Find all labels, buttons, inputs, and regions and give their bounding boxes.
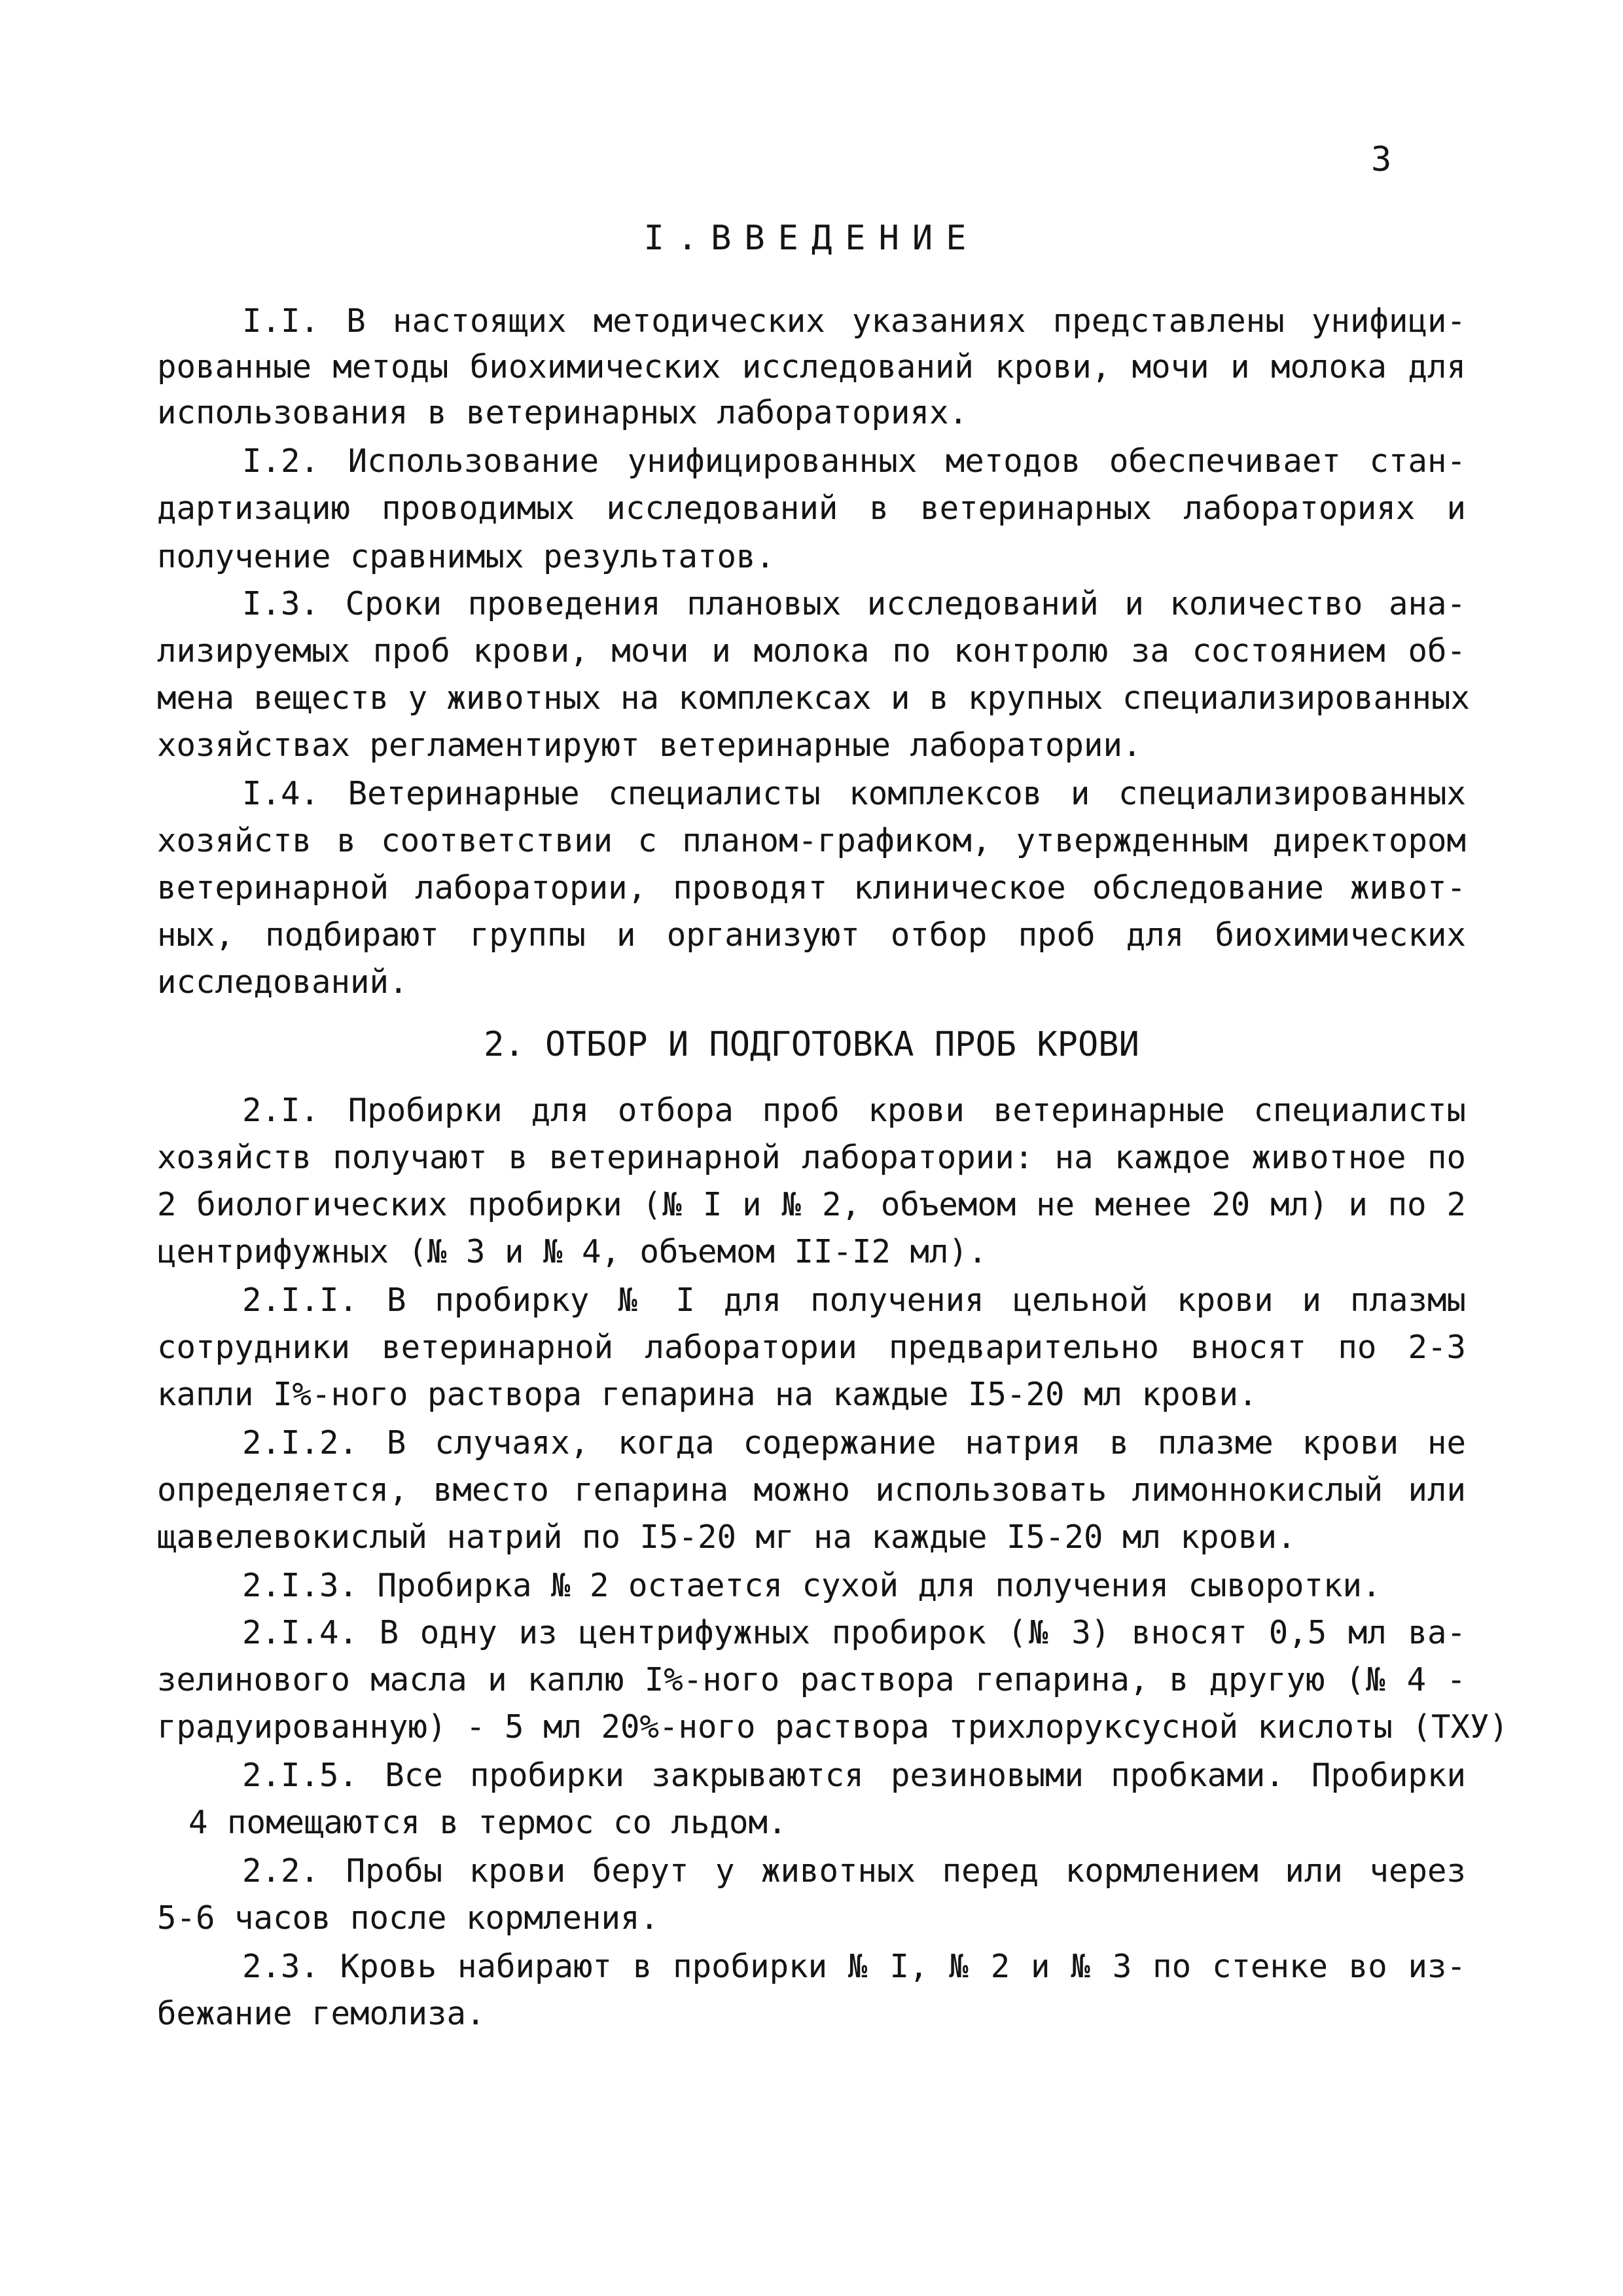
text-line: 2.I.2. В случаях, когда содержание натрия в плазме крови не [242,1424,1466,1462]
text-line: 4 помещаются в термос со льдом. [188,1804,787,1841]
text-line: хозяйствах регламентируют ветеринарные лаборатории. [157,726,1142,764]
text-line: I.4. Ветеринарные специалисты комплексов и специализированных [242,775,1466,812]
section-1-heading: I.ВВЕДЕНИЕ [643,219,980,258]
text-line: 2.I.3. Пробирка № 2 остается сухой для получения сыворотки. [242,1567,1382,1604]
text-line: ных, подбирают группы и организуют отбор проб для биохимических [157,916,1466,954]
text-line: I.I. В настоящих методических указаниях представлены унифици- [242,302,1466,340]
text-line: хозяйств в соответствии с планом-графиком, утвержденным директором [157,822,1466,859]
text-line: градуированную) - 5 мл 20%-ного раствора трихлоруксусной кислоты (ТХУ) [157,1708,1509,1746]
text-line: 2.I.I. В пробирку № I для получения цельной крови и плазмы [242,1282,1466,1319]
text-line: 2.I. Пробирки для отбора проб крови ветеринарные специалисты [242,1092,1466,1129]
text-line: лизируемых проб крови, мочи и молока по контролю за состоянием об- [157,632,1466,670]
text-line: щавелевокислый натрий по I5-20 мг на каждые I5-20 мл крови. [157,1518,1296,1556]
text-line: дартизацию проводимых исследований в ветеринарных лабораториях и [157,490,1466,527]
text-line: мена веществ у животных на комплексах и в крупных специализированных [157,679,1471,717]
text-line: определяется, вместо гепарина можно использовать лимоннокислый или [157,1471,1466,1509]
page-number: 3 [1371,140,1392,179]
text-line: исследований. [157,963,408,1001]
section-2-heading: 2. ОТБОР И ПОДГОТОВКА ПРОБ КРОВИ [484,1025,1139,1064]
text-line: I.2. Использование унифицированных методов обеспечивает стан- [242,442,1466,480]
text-line: бежание гемолиза. [157,1995,486,2032]
text-line: 2 биологических пробирки (№ I и № 2, объемом не менее 20 мл) и по 2 [157,1186,1466,1223]
text-line: 5-6 часов после кормления. [157,1899,660,1937]
text-line: I.3. Сроки проведения плановых исследований и количество ана- [242,585,1466,622]
text-line: использования в ветеринарных лабораториях. [157,394,969,431]
text-line: 2.I.5. Все пробирки закрываются резиновыми пробками. Пробирки [242,1757,1466,1794]
text-line: рованные методы биохимических исследований крови, мочи и молока для [157,348,1466,386]
text-line: 2.3. Кровь набирают в пробирки № I, № 2 и № 3 по стенке во из- [242,1948,1466,1985]
text-line: центрифужных (№ 3 и № 4, объемом II-I2 мл). [157,1233,988,1270]
text-line: капли I%-ного раствора гепарина на каждые I5-20 мл крови. [157,1376,1258,1413]
text-line: получение сравнимых результатов. [157,538,776,575]
text-line: сотрудники ветеринарной лаборатории предварительно вносят по 2-3 [157,1329,1466,1366]
text-line: хозяйств получают в ветеринарной лаборатории: на каждое животное по [157,1139,1466,1176]
text-line: зелинового масла и каплю I%-ного раствора гепарина, в другую (№ 4 - [157,1661,1466,1698]
text-line: 2.2. Пробы крови берут у животных перед кормлением или через [242,1852,1466,1890]
text-line: ветеринарной лаборатории, проводят клиническое обследование живот- [157,869,1466,906]
text-line: 2.I.4. В одну из центрифужных пробирок (№ 3) вносят 0,5 мл ва- [242,1614,1466,1651]
